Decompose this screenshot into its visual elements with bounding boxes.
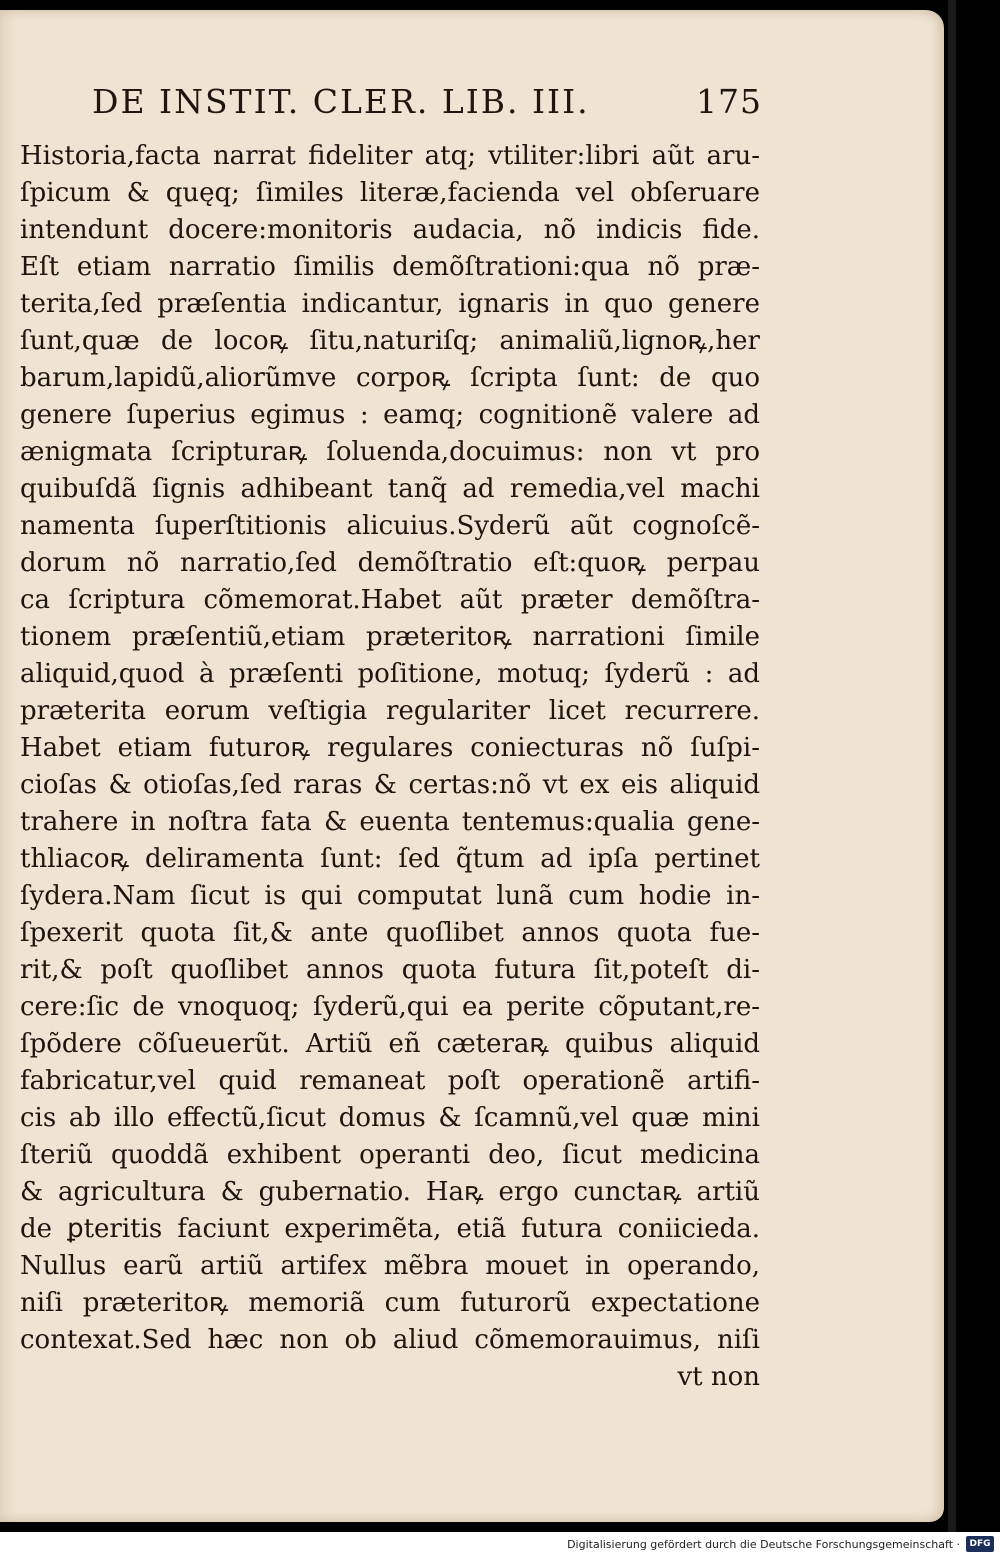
page-edge-shadow	[948, 0, 956, 1532]
text-line: cere:ſic de vnoquoq; ſyderũ,qui ea perite cõputant,re-	[20, 992, 760, 1022]
text-line: ſpõdere cõſueuerũt. Artiũ eñ cæteraꝶ quibus aliquid	[20, 1029, 760, 1059]
body-text	[20, 138, 760, 1396]
text-line: ſpexerit quota ſit,& ante quoſlibet annos quota fue-	[20, 918, 760, 948]
text-line: ſunt,quæ de locoꝶ ſitu,naturiſq; animaliũ,lignoꝶ,her	[20, 326, 760, 356]
text-line: vt non	[677, 1362, 760, 1392]
text-line: ſteriũ quoddã exhibent operanti deo, ſicut medicina	[20, 1140, 760, 1170]
text-line: barum,lapidũ,aliorũmve corpoꝶ ſcripta ſunt: de quo	[20, 363, 760, 393]
text-line: genere ſuperius egimus : eamq; cognitionẽ valere ad	[20, 400, 760, 430]
text-line: præterita eorum veſtigia regulariter licet recurrere.	[20, 696, 760, 726]
text-line: niſi præteritoꝶ memoriã cum futurorũ expectatione	[20, 1288, 760, 1318]
text-line: trahere in noſtra fata & euenta tentemus:qualia gene-	[20, 807, 760, 837]
text-line: quibuſdã ſignis adhibeant tanq̃ ad remedia,vel machi	[20, 474, 760, 504]
text-line: cioſas & otioſas,ſed raras & certas:nõ vt ex eis aliquid	[20, 770, 760, 800]
funding-credit: Digitalisierung gefördert durch die Deutsche Forschungsgemeinschaft ·	[567, 1538, 960, 1551]
text-line: tionem præſentiũ,etiam præteritoꝶ narrationi ſimile	[20, 622, 760, 652]
text-line: ſydera.Nam ſicut is qui computat lunã cum hodie in-	[20, 881, 760, 911]
text-line: contexat.Sed hæc non ob aliud cõmemorauimus, niſi	[20, 1325, 760, 1355]
text-line: ca ſcriptura cõmemorat.Habet aũt præter demõſtra-	[20, 585, 760, 615]
text-line: dorum nõ narratio,ſed demõſtratio eſt:quoꝶ perpau	[20, 548, 760, 578]
text-line: fabricatur,vel quid remaneat poſt operationẽ artifi-	[20, 1066, 760, 1096]
text-line: thliacoꝶ deliramenta ſunt: ſed q̃tum ad ipſa pertinet	[20, 844, 760, 874]
text-line: ſpicum & quęq; ſimiles literæ,facienda vel obſeruare	[20, 178, 760, 208]
text-line: terita,ſed præſentia indicantur, ignaris in quo genere	[20, 289, 760, 319]
text-line: Habet etiam futuroꝶ regulares coniecturas nõ ſuſpi-	[20, 733, 760, 763]
text-line: de ꝑteritis faciunt experimẽta, etiã futura coniicieda.	[20, 1214, 760, 1244]
text-line: & agricultura & gubernatio. Haꝶ ergo cunctaꝶ artiũ	[20, 1177, 760, 1207]
page-number: 175	[696, 82, 762, 121]
text-line: ænigmata ſcripturaꝶ ſoluenda,docuimus: non vt pro	[20, 437, 760, 467]
text-line: Nullus earũ artiũ artifex mẽbra mouet in operando,	[20, 1251, 760, 1281]
footer-bar	[0, 1532, 1000, 1556]
text-line: cis ab illo effectũ,ſicut domus & ſcamnũ,vel quæ mini	[20, 1103, 760, 1133]
text-line: namenta ſuperſtitionis alicuius.Syderũ aũt cognoſcẽ-	[20, 511, 760, 541]
text-line: intendunt docere:monitoris audacia, nõ indicis fide.	[20, 215, 760, 245]
text-line: Eſt etiam narratio ſimilis demõſtrationi:qua nõ præ-	[20, 252, 760, 282]
running-title: DE INSTIT. CLER. LIB. III.	[92, 82, 590, 121]
dfg-logo-icon: DFG	[966, 1536, 994, 1552]
text-line: Historia,facta narrat fideliter atq; vtiliter:libri aũt aru-	[20, 141, 760, 171]
text-line: rit,& poſt quoſlibet annos quota futura ſit,poteſt di-	[20, 955, 760, 985]
text-line: aliquid,quod à præſenti poſitione, motuq; ſyderũ : ad	[20, 659, 760, 689]
book-page	[0, 10, 944, 1522]
running-head	[92, 82, 762, 130]
